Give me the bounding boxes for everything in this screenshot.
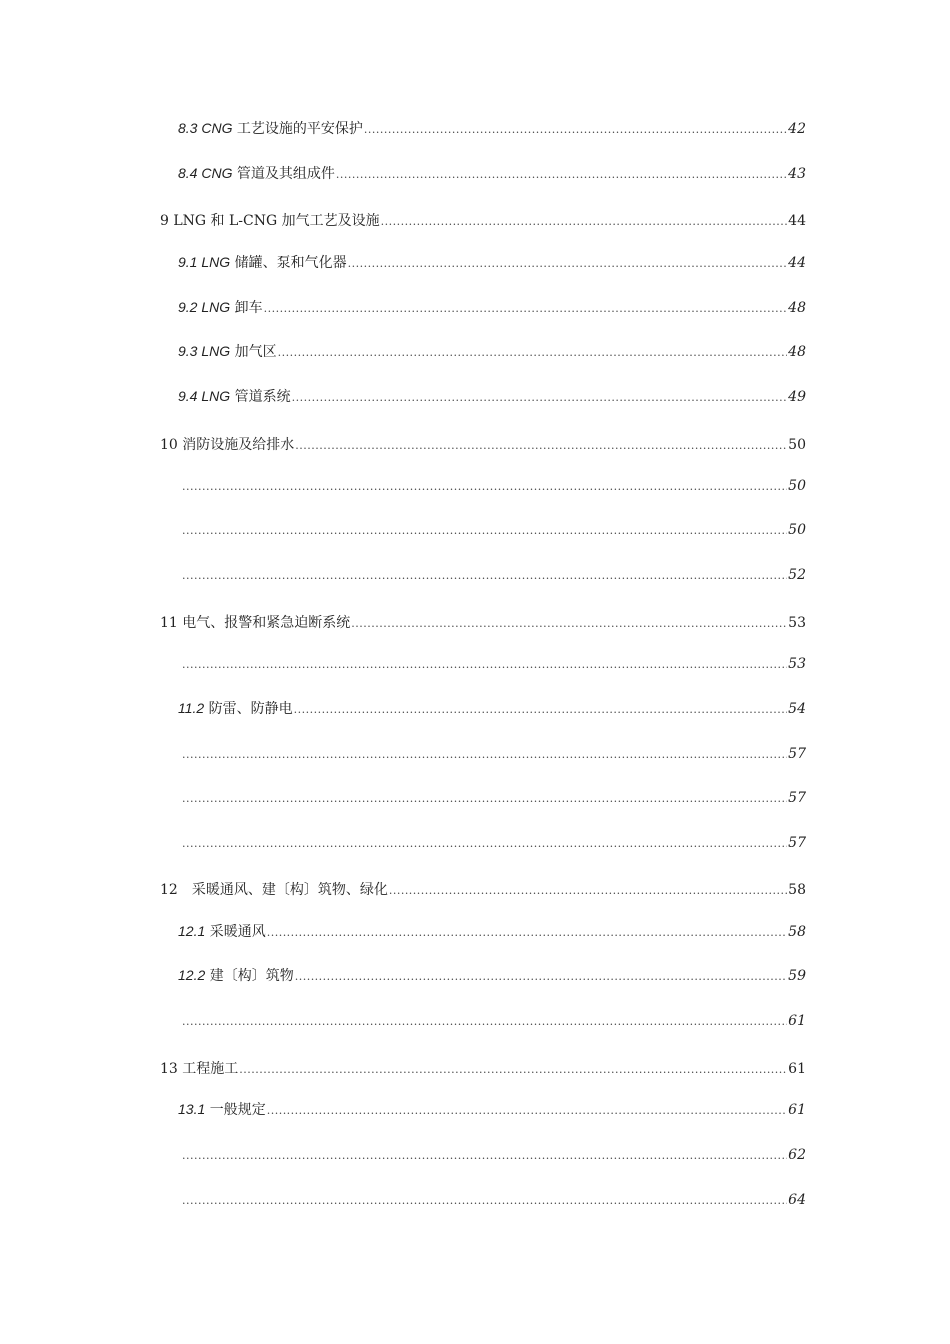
toc-entry-label: 8.4 CNG 管道及其组成件	[178, 165, 335, 182]
toc-entry-label: 9.4 LNG 管道系统	[178, 388, 291, 405]
toc-entry[interactable]	[181, 478, 806, 494]
leader-dots	[239, 1063, 787, 1076]
toc-entry[interactable]	[178, 341, 806, 361]
leader-dots	[295, 439, 787, 452]
toc-entry-label: 13 工程施工	[160, 1061, 239, 1077]
toc-entry[interactable]	[178, 118, 806, 138]
toc-page-number: 50	[788, 522, 806, 538]
leader-dots	[351, 617, 787, 630]
toc-page-number: 53	[788, 656, 806, 672]
toc-entry-label: 12.1 采暖通风	[178, 923, 266, 940]
toc-page-number: 58	[788, 882, 806, 898]
toc-entry-label: 9.2 LNG 卸车	[178, 299, 263, 316]
toc-entry[interactable]	[178, 921, 806, 941]
leader-dots	[182, 569, 787, 582]
toc-entry[interactable]	[178, 252, 806, 272]
leader-dots	[267, 1104, 787, 1117]
toc-entry[interactable]	[181, 790, 806, 806]
toc-entry[interactable]	[178, 297, 806, 317]
toc-entry[interactable]	[160, 879, 806, 899]
toc-page-number: 61	[788, 1102, 806, 1118]
toc-page-number: 48	[788, 300, 806, 316]
leader-dots	[182, 1015, 787, 1028]
toc-page-number: 57	[788, 790, 806, 806]
toc-entry-label: 13.1 一般规定	[178, 1101, 266, 1118]
toc-entry[interactable]	[160, 210, 806, 230]
toc-entry[interactable]	[181, 835, 806, 851]
leader-dots	[182, 1149, 787, 1162]
leader-dots	[292, 391, 788, 404]
toc-entry[interactable]	[178, 698, 806, 718]
toc-page-number: 50	[788, 478, 806, 494]
toc-page-number: 44	[788, 213, 806, 229]
toc-entry[interactable]	[181, 656, 806, 672]
toc-page-number: 54	[788, 701, 806, 717]
toc-entry[interactable]	[160, 612, 806, 632]
toc-page-number: 59	[788, 968, 806, 984]
leader-dots	[389, 884, 787, 897]
leader-dots	[182, 524, 787, 537]
leader-dots	[264, 302, 788, 315]
leader-dots	[182, 480, 787, 493]
toc-entry-label: 8.3 CNG 工艺设施的平安保护	[178, 120, 363, 137]
leader-dots	[267, 926, 787, 939]
toc-page-number: 48	[788, 344, 806, 360]
toc-entry-label: 12.2 建〔构〕筑物	[178, 967, 294, 984]
toc-entry-label: 9 LNG 和 L-CNG 加气工艺及设施	[160, 213, 380, 229]
toc-entry[interactable]	[181, 746, 806, 762]
toc-page-number: 50	[788, 437, 806, 453]
toc-page-number: 61	[788, 1013, 806, 1029]
leader-dots	[294, 703, 788, 716]
leader-dots	[182, 658, 787, 671]
toc-entry-label: 9.1 LNG 储罐、泵和气化器	[178, 254, 347, 271]
leader-dots	[295, 970, 787, 983]
toc-page-number: 61	[788, 1061, 806, 1077]
leader-dots	[182, 1194, 787, 1207]
toc-entry[interactable]	[181, 1013, 806, 1029]
toc-page-number: 44	[788, 255, 806, 271]
leader-dots	[182, 748, 787, 761]
toc-entry-label: 11.2 防雷、防静电	[178, 700, 293, 717]
toc-entry[interactable]	[181, 567, 806, 583]
toc-entry[interactable]	[160, 434, 806, 454]
toc-entry-label: 12 采暖通风、建〔构〕筑物、绿化	[160, 882, 388, 898]
toc-entry[interactable]	[181, 522, 806, 538]
toc-page-number: 58	[788, 924, 806, 940]
toc-page-number: 52	[788, 567, 806, 583]
toc-page-number: 49	[788, 389, 806, 405]
toc-page-number: 57	[788, 746, 806, 762]
leader-dots	[182, 837, 787, 850]
toc-entry[interactable]	[178, 965, 806, 985]
toc-entry-label: 11 电气、报警和紧急迫断系统	[160, 615, 351, 631]
leader-dots	[182, 792, 787, 805]
toc-entry[interactable]	[178, 386, 806, 406]
toc-entry[interactable]	[160, 1058, 806, 1078]
toc-page-number: 64	[788, 1192, 806, 1208]
toc-page-number: 57	[788, 835, 806, 851]
leader-dots	[348, 257, 788, 270]
toc-page-number: 53	[788, 615, 806, 631]
toc-entry-label: 10 消防设施及给排水	[160, 437, 295, 453]
toc-entry[interactable]	[178, 163, 806, 183]
leader-dots	[381, 215, 788, 228]
toc-entry-label: 9.3 LNG 加气区	[178, 343, 277, 360]
toc-page-number: 62	[788, 1147, 806, 1163]
toc-page-number: 42	[788, 121, 806, 137]
toc-entry[interactable]	[178, 1099, 806, 1119]
toc-entry[interactable]	[181, 1147, 806, 1163]
leader-dots	[278, 346, 788, 359]
leader-dots	[336, 168, 787, 181]
toc-page-number: 43	[788, 166, 806, 182]
leader-dots	[364, 123, 787, 136]
toc-entry[interactable]	[181, 1192, 806, 1208]
